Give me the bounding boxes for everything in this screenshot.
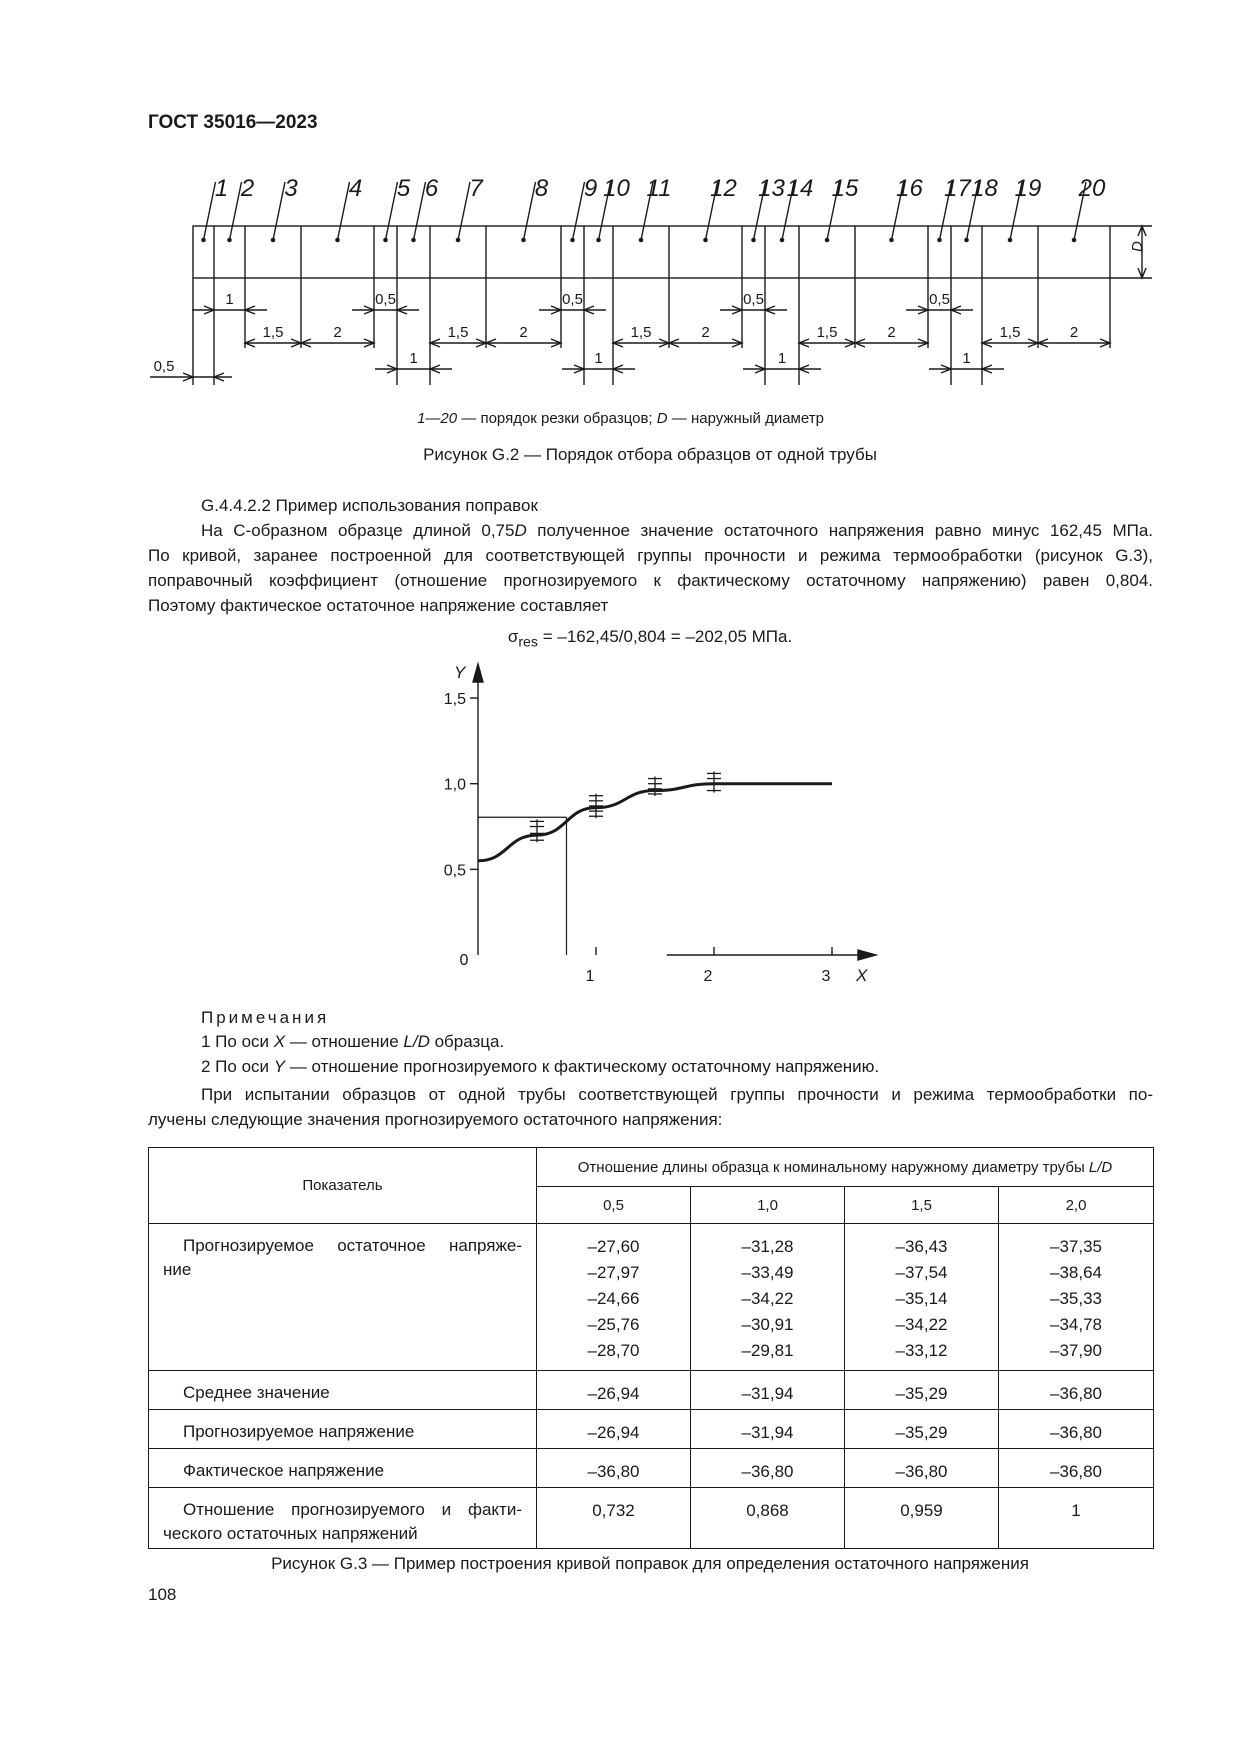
table-row-predicted-residual: [149, 1224, 1154, 1371]
table-row-actual-stress: [149, 1449, 1154, 1488]
y-axis-label: Y: [454, 663, 466, 682]
correction-curve-chart: [420, 650, 880, 1000]
segment-number: 9: [583, 175, 598, 202]
dimension-label: 0,5: [929, 291, 950, 308]
figure-g3-caption: Рисунок G.3 — Пример построения кривой поправок для определения остаточного напряжения: [271, 1554, 1029, 1573]
note-2-y: Y: [273, 1057, 286, 1076]
paragraph-line-1: [201, 518, 1153, 543]
value: –34,22: [895, 1315, 948, 1334]
page-number: 108: [148, 1585, 177, 1604]
cell-col1: [537, 1224, 691, 1371]
segment-number: 8: [534, 175, 549, 202]
value: –27,97: [587, 1263, 640, 1282]
paragraph-line-3: поправочный коэффициент (отношение прогнозируемого к фактическому остаточному напряжению) равен 0,804.: [148, 571, 1153, 590]
legend-text-1: — порядок резки образцов;: [457, 410, 657, 427]
row-label: [149, 1488, 537, 1549]
dimension-label: 2: [333, 324, 342, 341]
formula-sub: res: [518, 634, 538, 651]
header-ratio-ld: L/D: [1088, 1158, 1113, 1176]
cell: –36,80: [999, 1410, 1154, 1449]
p1-part-a: На С-образном образце длиной 0,75: [201, 521, 515, 540]
x-axis-label: X: [856, 966, 868, 985]
segment-number: 3: [284, 175, 298, 202]
row-label: Прогнозируемое напряжение: [149, 1410, 537, 1449]
formula-rest: = –162,45/0,804 = –202,05 МПа.: [537, 627, 793, 646]
cell: 0,868: [691, 1488, 845, 1549]
dimension-label: 1,5: [630, 324, 652, 341]
value: –35,33: [1050, 1289, 1102, 1308]
y-tick-label: 1,5: [443, 691, 466, 709]
cell: 0,732: [537, 1488, 691, 1549]
origin-label: 0: [459, 952, 469, 969]
note-2-b: — отношение прогнозируемого к фактическому остаточному напряжению.: [285, 1057, 880, 1076]
segment-number: 2: [240, 175, 255, 202]
segment-number: 17: [944, 175, 971, 202]
segment-number: 6: [424, 175, 439, 202]
value: –29,81: [741, 1341, 794, 1360]
dimension-label: 1,5: [447, 324, 469, 341]
leader-dot: [639, 238, 642, 241]
subheader-0-5: 0,5: [537, 1187, 691, 1224]
leader-dot: [412, 238, 415, 241]
header-ratio-text: Отношение длины образца к номинальному наружному диаметру трубы: [577, 1158, 1089, 1176]
cell: –36,80: [845, 1449, 999, 1488]
dimension-label: 1,5: [999, 324, 1021, 341]
cell: –31,94: [691, 1410, 845, 1449]
value: –36,43: [895, 1237, 948, 1256]
leader-dot: [228, 238, 231, 241]
segment-number: 16: [896, 175, 923, 202]
results-table: [148, 1147, 1154, 1549]
dimension-label: 0,5: [375, 291, 396, 308]
segment-number: 11: [646, 175, 672, 202]
leader-dot: [965, 238, 968, 241]
note-2: [201, 1057, 879, 1077]
value: –33,12: [895, 1341, 948, 1360]
formula-sigma: σ: [507, 627, 519, 646]
dimension-label: 2: [1069, 324, 1079, 341]
document-header: ГОСТ 35016—2023: [148, 112, 318, 133]
leader-dot: [336, 238, 339, 241]
value: –34,22: [741, 1289, 794, 1308]
leader-line: [386, 182, 398, 240]
x-tick-label: 2: [703, 968, 713, 985]
pipe-outline: [193, 226, 1110, 278]
value: –28,70: [587, 1341, 640, 1360]
cell: –26,94: [537, 1371, 691, 1410]
segment-number: 4: [348, 175, 363, 202]
cell-col2: [691, 1224, 845, 1371]
leader-dot: [704, 238, 707, 241]
note-2-a: 2 По оси: [201, 1057, 274, 1076]
segment-number: 13: [758, 175, 785, 202]
leader-dot: [752, 238, 755, 241]
leader-dot: [1072, 238, 1075, 241]
legend-d: D: [656, 410, 668, 427]
leader-dot: [825, 238, 828, 241]
dimension-label: 1,5: [262, 324, 284, 341]
y-axis-arrow: [473, 664, 483, 682]
subheader-1-5: 1,5: [845, 1187, 999, 1224]
value: –34,78: [1050, 1315, 1102, 1334]
leader-line: [273, 182, 285, 240]
cell: –36,80: [537, 1449, 691, 1488]
paragraph-line-4: Поэтому фактическое остаточное напряжение составляет: [148, 596, 609, 615]
leader-line: [414, 182, 426, 240]
leader-dot: [522, 238, 525, 241]
header-indicator: Показатель: [149, 1148, 537, 1224]
notes-paragraph-line-2: лучены следующие значения прогнозируемого остаточного напряжения:: [148, 1110, 723, 1129]
cell: –36,80: [999, 1449, 1154, 1488]
dimension-label: 1,5: [816, 324, 838, 341]
cell-col3: [845, 1224, 999, 1371]
dimension-label: 0,5: [562, 291, 583, 308]
subheader-2-0: 2,0: [999, 1187, 1154, 1224]
leader-dot: [571, 238, 574, 241]
dimension-label: 2: [701, 324, 710, 341]
y-tick-label: 0,5: [443, 862, 466, 880]
notes-paragraph-line-1: При испытании образцов от одной трубы соответствующей группы прочности и режима термообработки по-: [201, 1085, 1153, 1104]
formula: [0, 627, 1241, 650]
p1-d: D: [514, 521, 527, 540]
value: –30,91: [741, 1315, 794, 1334]
note-1-a: 1 По оси: [201, 1032, 274, 1051]
dimension-label: 0,5: [743, 291, 764, 308]
segment-number: 20: [1078, 175, 1106, 202]
note-1: [201, 1032, 504, 1052]
dimension-label: 1: [777, 350, 787, 367]
cell: –35,29: [845, 1371, 999, 1410]
x-tick-label: 3: [821, 968, 831, 985]
x-tick-label: 1: [585, 968, 595, 985]
value: –38,64: [1050, 1263, 1102, 1282]
segment-number: 12: [710, 175, 737, 202]
legend-range: 1—20: [417, 410, 458, 427]
segment-number: 7: [469, 175, 483, 202]
leader-line: [338, 182, 350, 240]
row-label-line-2: ческого остаточных напряжений: [163, 1524, 418, 1543]
subheader-1-0: 1,0: [691, 1187, 845, 1224]
cell: –26,94: [537, 1410, 691, 1449]
figure-g2-diagram: [0, 160, 1241, 400]
y-tick-label: 1,0: [443, 776, 466, 794]
notes-title: Примечания: [201, 1008, 330, 1027]
leader-dot: [384, 238, 387, 241]
leader-dot: [938, 238, 941, 241]
row-label-line-2: ние: [163, 1260, 192, 1279]
table-row-ratio: [149, 1488, 1154, 1549]
leader-dot: [780, 238, 783, 241]
leader-line: [524, 182, 536, 240]
section-heading: G.4.4.2.2 Пример использования поправок: [201, 496, 538, 515]
figure-g2-legend: [0, 410, 1241, 427]
leader-dot: [890, 238, 893, 241]
row-label-line-1: Прогнозируемое остаточное напряже-: [183, 1236, 522, 1255]
leader-dot: [271, 238, 274, 241]
p1-part-b: полученное значение остаточного напряжения равно минус 162,45 МПа.: [526, 521, 1153, 540]
dimension-label: 2: [519, 324, 528, 341]
note-1-x: X: [273, 1032, 286, 1051]
table-row-mean: [149, 1371, 1154, 1410]
dimension-label: 1: [409, 350, 418, 367]
cell: –31,94: [691, 1371, 845, 1410]
cell-col4: [999, 1224, 1154, 1371]
cell: –36,80: [999, 1371, 1154, 1410]
segment-number: 14: [786, 175, 814, 202]
segment-number: 1: [214, 175, 229, 202]
note-1-b: — отношение: [285, 1032, 404, 1051]
cell: 0,959: [845, 1488, 999, 1549]
segment-number: 15: [831, 175, 859, 202]
value: –27,60: [587, 1237, 640, 1256]
value: –33,49: [741, 1263, 794, 1282]
paragraph-line-2: По кривой, заранее построенной для соответствующей группы прочности и режима термообработки (рисунок G.3),: [148, 546, 1153, 565]
leader-dot: [456, 238, 459, 241]
value: –37,54: [895, 1263, 948, 1282]
note-1-c: образца.: [429, 1032, 505, 1051]
dimension-label: 1: [594, 350, 603, 367]
leader-line: [458, 182, 470, 240]
dimension-label: 1: [962, 350, 971, 367]
row-label: Среднее значение: [149, 1371, 537, 1410]
cell: –36,80: [691, 1449, 845, 1488]
value: –37,35: [1050, 1237, 1102, 1256]
segment-number: 10: [603, 175, 630, 202]
dimension-label: 2: [887, 324, 896, 341]
figure-g2-caption: Рисунок G.2 — Порядок отбора образцов от одной трубы: [423, 445, 877, 464]
legend-text-2: — наружный диаметр: [667, 410, 824, 427]
segment-number: 5: [396, 175, 411, 202]
header-ratio-group: [537, 1148, 1154, 1187]
diameter-label: D: [1129, 241, 1146, 252]
note-1-ld: L/D: [403, 1032, 430, 1051]
value: –37,90: [1050, 1341, 1102, 1360]
value: –35,14: [895, 1289, 948, 1308]
leader-dot: [202, 238, 205, 241]
value: –31,28: [741, 1237, 794, 1256]
leader-dot: [597, 238, 600, 241]
segment-number: 19: [1014, 175, 1042, 202]
leader-dot: [1008, 238, 1011, 241]
dimension-label: 0,5: [153, 358, 175, 375]
leader-line: [573, 182, 585, 240]
table-row-predicted-stress: [149, 1410, 1154, 1449]
row-label-line-1: Отношение прогнозируемого и факти-: [183, 1500, 522, 1519]
value: –25,76: [587, 1315, 640, 1334]
cell: –35,29: [845, 1410, 999, 1449]
cell: 1: [999, 1488, 1154, 1549]
row-label: [149, 1224, 537, 1371]
row-label: Фактическое напряжение: [149, 1449, 537, 1488]
value: –24,66: [587, 1289, 640, 1308]
segment-number: 18: [971, 175, 998, 202]
dimension-label: 1: [225, 291, 234, 308]
x-axis-arrow: [858, 950, 876, 960]
leader-line: [230, 182, 242, 240]
